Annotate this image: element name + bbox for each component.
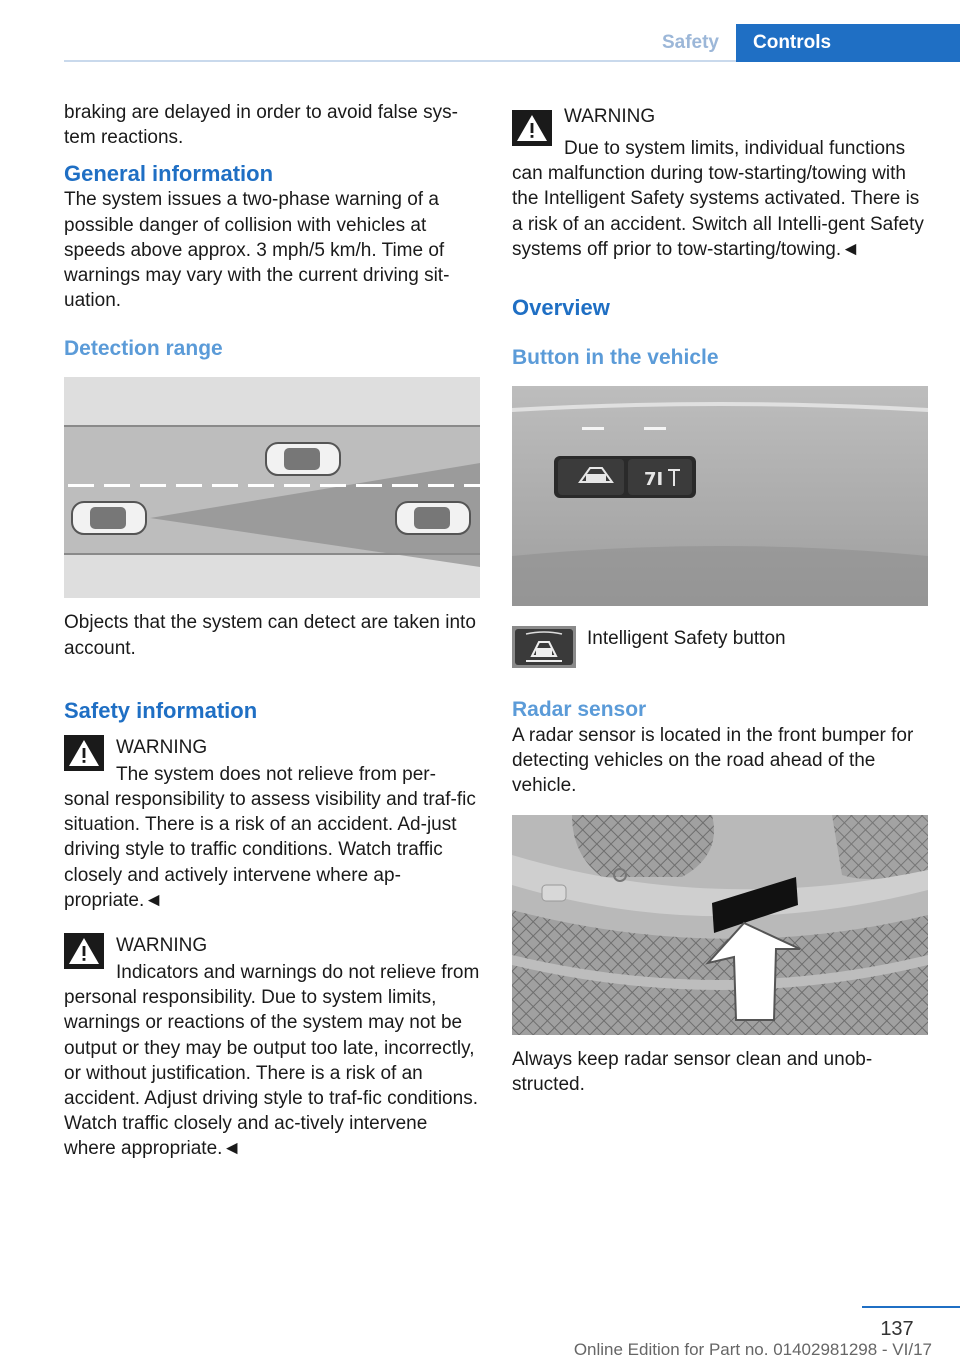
radar-sensor-heading: Radar sensor — [512, 698, 647, 722]
general-information-text: The system issues a two-phase warning of a possible danger of collision with vehicles at speeds above approx. 3 mph/5 km/h. Time of warnings may vary with the current driving sit‐uation. — [64, 189, 450, 312]
header-chapter-tab: Controls — [736, 24, 960, 62]
general-information-heading: General information — [64, 161, 274, 187]
warning-text: Indicators and warnings do not relieve from personal responsibility. Due to system limits, warnings or reactions of the system may not be output or they may be output too late, incorrectly, or without justification. There is a risk of an accident. Adjust driving style to traf‐fic conditions. Watch traffic closely and ac‐tively intervene where appropriate.◄ — [64, 962, 480, 1160]
radar-sensor-figure — [512, 815, 928, 1035]
detection-range-figure — [64, 377, 480, 598]
warning-label: WARNING — [116, 736, 208, 758]
warning-text: Due to system limits, individual functions can malfunction during tow-starting/towing with the Intelligent Safety systems activated. There is a risk of an accident. Switch all Intelli‐gent Safety systems off prior to tow-starting/towing.◄ — [512, 138, 924, 260]
page-number: 137 — [880, 1318, 914, 1340]
warning-block-1 — [64, 735, 480, 913]
button-in-vehicle-heading: Button in the vehicle — [512, 346, 719, 370]
overview-heading: Overview — [512, 295, 610, 321]
warning-label: WARNING — [564, 106, 656, 127]
right-column — [512, 104, 928, 1097]
svg-text:7I: 7I — [644, 469, 664, 491]
header-section: Safety — [661, 32, 719, 53]
car-ahead-same-lane-icon — [396, 502, 470, 534]
detection-range-heading: Detection range — [64, 337, 223, 361]
warning-label: WARNING — [116, 935, 208, 957]
intelligent-safety-button-row — [512, 626, 928, 670]
intelligent-safety-button-caption: Intelligent Safety button — [587, 628, 786, 650]
detection-range-caption: Objects that the system can detect are taken into account. — [64, 612, 476, 659]
radar-sensor-caption: Always keep radar sensor clean and unob‐structed. — [512, 1048, 873, 1095]
warning-triangle-icon — [512, 110, 552, 146]
warning-triangle-icon — [64, 933, 104, 969]
own-car-icon — [72, 502, 146, 534]
car-ahead-left-lane-icon — [266, 443, 340, 475]
footer-rule — [862, 1306, 960, 1308]
warning-triangle-icon — [64, 735, 104, 771]
warning-text: The system does not relieve from per‐sonal responsibility to assess visibility and traf‐fic situation. There is a risk of an accident. Ad‐just driving style to traffic conditions. Watch traffic closely and actively intervene where ap‐propriate.◄ — [64, 763, 476, 911]
left-column — [64, 100, 480, 1162]
safety-information-heading: Safety information — [64, 697, 258, 723]
radar-sensor-text: A radar sensor is located in the front bumper for detecting vehicles on the road ahead of the vehicle. — [512, 725, 914, 797]
warning-block-3 — [512, 104, 928, 262]
warning-block-2 — [64, 933, 480, 1162]
intro-text: braking are delayed in order to avoid false sys‐ tem reactions. — [64, 102, 458, 149]
footer-edition: Online Edition for Part no. 01402981298 - VI/17 — [573, 1340, 932, 1359]
button-in-vehicle-figure — [512, 386, 928, 606]
intelligent-safety-button-icon — [512, 626, 576, 668]
